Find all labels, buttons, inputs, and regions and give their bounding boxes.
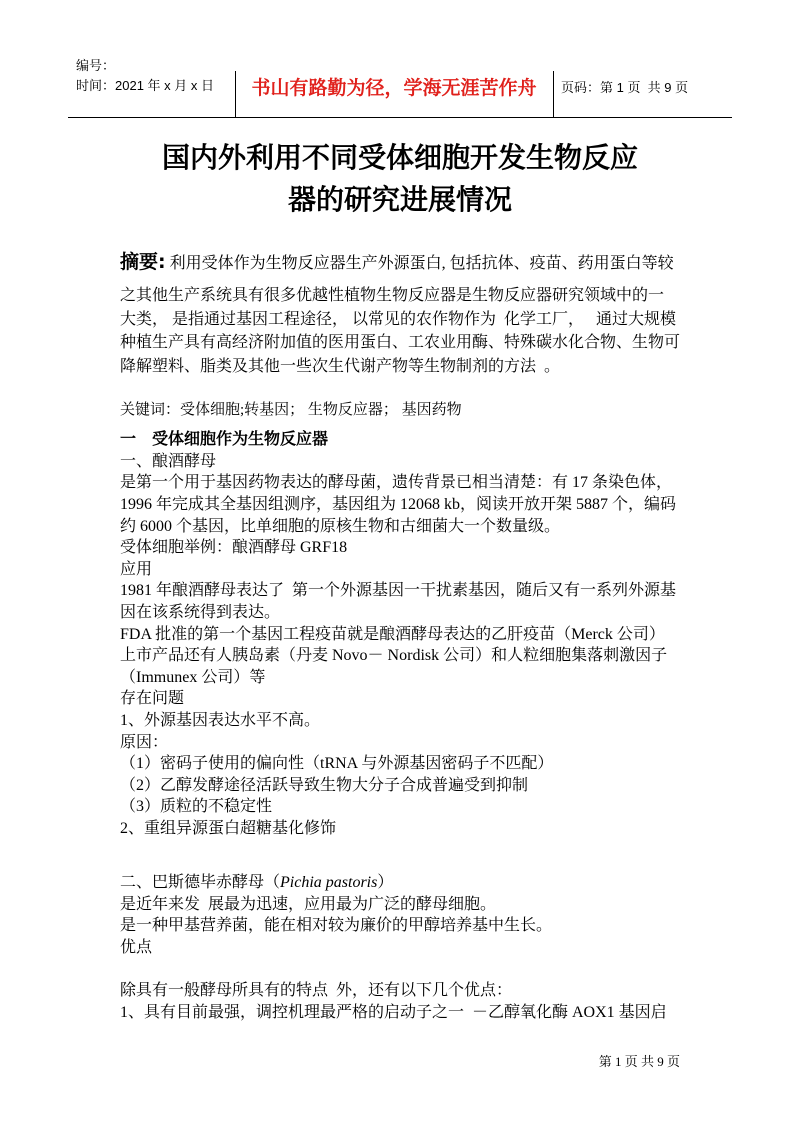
body-line: 存在问题 (120, 690, 185, 708)
abstract-text: 利用受体作为生物反应器生产外源蛋白, 包括抗体、疫苗、药用蛋白等较 (165, 255, 674, 272)
abstract-line: 之其他生产系统具有很多优越性植物生物反应器是生物反应器研究领域中的一 (120, 287, 665, 304)
body-line: 应用 (120, 560, 153, 578)
keywords: 关键词：受体细胞;转基因； 生物反应器； 基因药物 (120, 402, 462, 418)
page-footer: 第 1 页 共 9 页 (598, 1054, 680, 1069)
title-line: 器的研究进展情况 (287, 183, 512, 216)
body-line: 1996 年完成其全基因组测序，基因组为 12068 kb，阅读开放开架 5887 个，编码 (120, 495, 677, 513)
title-line: 国内外利用不同受体细胞开发生物反应 (161, 141, 638, 174)
body-line: 因在该系统得到表达。 (120, 603, 281, 621)
body-line: （2）乙醇发酵途径活跃导致生物大分子合成普遍受到抑制 (120, 776, 529, 794)
body-line: 2、重组异源蛋白超糖基化修饰 (120, 819, 337, 837)
body-line: 上市产品还有人胰岛素（丹麦 Novo－ Nordisk 公司）和人粒细胞集落刺激因子 (120, 647, 668, 665)
body-text (120, 429, 720, 1023)
abstract (120, 250, 720, 378)
document-number-label: 编号： (76, 58, 116, 73)
abstract-first-line (120, 250, 720, 274)
heading-text-end: ） (377, 874, 394, 892)
subsection-heading-pichia (120, 872, 720, 894)
body-line: 1、外源基因表达水平不高。 (120, 711, 321, 729)
body-line: （Immunex 公司）等 (120, 668, 266, 686)
body-line: 受体细胞举例：酿酒酵母 GRF18 (120, 539, 348, 557)
body-line: 约 6000 个基因，比单细胞的原核生物和古细菌大一个数量级。 (120, 517, 561, 535)
blank-space (120, 839, 720, 872)
body-line: 是一种甲基营养菌，能在相对较为廉价的甲醇培养基中生长。 (120, 917, 553, 935)
document-time-label: 时间：2021 年 x 月 x 日 (76, 78, 214, 93)
body-line: 原因： (120, 733, 169, 751)
body-line: （1）密码子使用的偏向性（tRNA 与外源基因密码子不匹配） (120, 755, 554, 773)
header-bottom-rule (68, 117, 732, 118)
subsection-heading: 一、酿酒酵母 (120, 452, 217, 470)
body-line: 1、具有目前最强，调控机理最严格的启动子之一 －乙醇氧化酶 AOX1 基因启 (120, 1003, 667, 1021)
motto: 书山有路勤为径，学海无涯苦作舟 (251, 77, 537, 99)
abstract-line: 种植生产具有高经济附加值的医用蛋白、工农业用酶、特殊碳水化合物、生物可 (120, 334, 681, 351)
blank-line (120, 958, 720, 980)
header-page-label: 页码：第 1 页 共 9 页 (561, 80, 689, 95)
section-heading: 一 受体细胞作为生物反应器 (120, 431, 329, 449)
body-line: （3）质粒的不稳定性 (120, 798, 273, 816)
body-line: 除具有一般酵母所具有的特点 外，还有以下几个优点： (120, 982, 513, 1000)
body-line: 1981 年酿酒酵母表达了 第一个外源基因一干扰素基因，随后又有一系列外源基 (120, 582, 677, 600)
body-line: FDA 批准的第一个基因工程疫苗就是酿酒酵母表达的乙肝疫苗（Merck 公司） (120, 625, 665, 643)
body-line: 优点 (120, 938, 153, 956)
body-line: 是近年来发 展最为迅速，应用最为广泛的酵母细胞。 (120, 895, 497, 913)
abstract-line: 大类， 是指通过基因工程途径， 以常见的农作物作为 化学工厂， 通过大规模 (120, 310, 677, 328)
species-name: Pichia pastoris (280, 874, 378, 892)
abstract-line: 降解塑料、脂类及其他一些次生代谢产物等生物制剂的方法 。 (120, 357, 561, 375)
body-line: 是第一个用于基因药物表达的酵母菌，遗传背景已相当清楚：有 17 条染色体， (120, 474, 673, 492)
abstract-label: 摘要: (120, 251, 166, 273)
header-separator (553, 71, 554, 117)
page-title (0, 137, 800, 221)
heading-text: 二、巴斯德毕赤酵母（ (120, 874, 281, 892)
